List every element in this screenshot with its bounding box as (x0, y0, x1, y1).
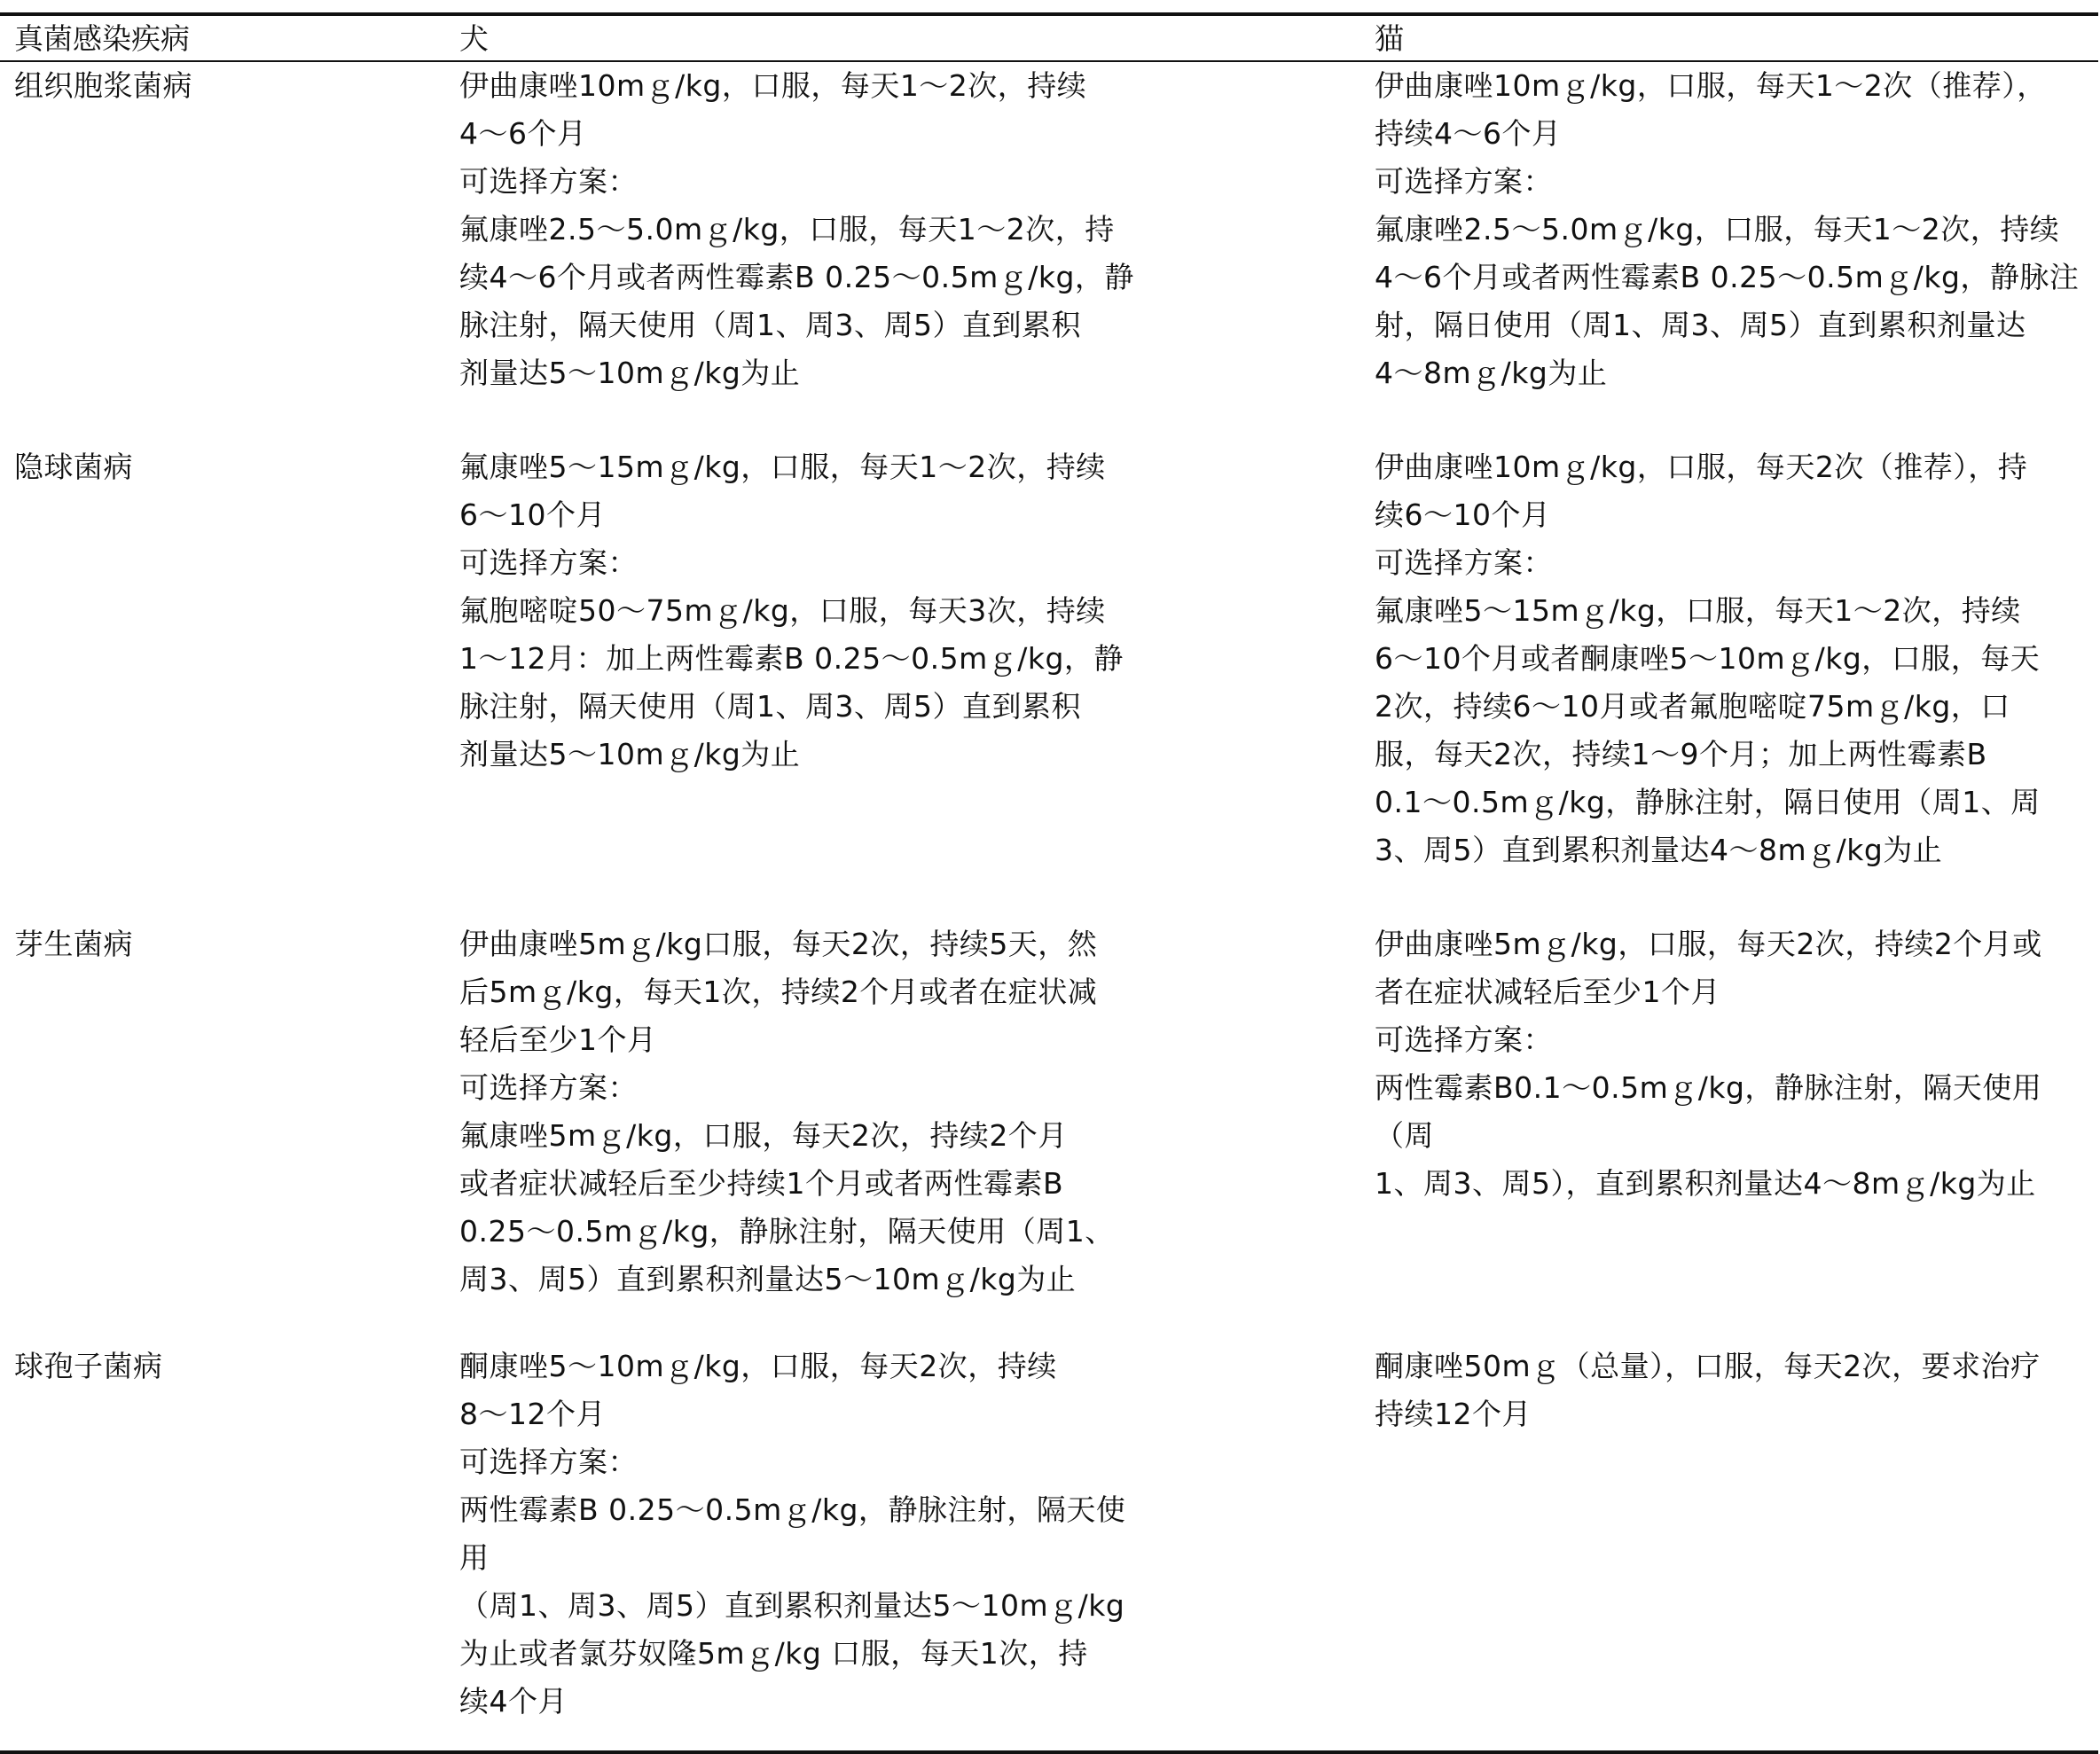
disease-name: 芽生菌病 (14, 927, 133, 961)
disease-cell (0, 920, 459, 1343)
dog-treatment-cell (459, 920, 1375, 1343)
treatment-line: 氟胞嘧啶50～75mｇ/kg，口服，每天3次，持续 (459, 593, 1106, 628)
treatment-line: 者在症状减轻后至少1个月 (1375, 975, 1720, 1009)
table-row (0, 920, 2098, 1343)
treatment-line: 4～6个月或者两性霉素B 0.25～0.5mｇ/kg，静脉注 (1375, 260, 2080, 294)
treatment-line: 氟康唑2.5～5.0mｇ/kg，口服，每天1～2次，持续 (1375, 212, 2060, 247)
treatment-line: 氟康唑2.5～5.0mｇ/kg，口服，每天1～2次，持 (459, 212, 1115, 247)
treatment-line: 为止或者氯芬奴隆5mｇ/kg 口服，每天1次，持 (459, 1636, 1088, 1671)
treatment-line: （周1、周3、周5）直到累积剂量达5～10mｇ/kg (459, 1588, 1125, 1623)
treatment-line: 轻后至少1个月 (459, 1022, 657, 1057)
table-header (0, 16, 2098, 62)
treatment-line: 持续12个月 (1375, 1397, 1532, 1431)
cat-treatment-cell (1375, 1343, 2098, 1750)
treatment-line: 伊曲康唑10mｇ/kg，口服，每天2次（推荐），持 (1375, 450, 2028, 484)
treatment-line: 氟康唑5～15mｇ/kg，口服，每天1～2次，持续 (459, 450, 1106, 484)
treatment-line: 持续4～6个月 (1375, 116, 1562, 151)
treatment-line: 4～8mｇ/kg为止 (1375, 356, 1608, 390)
treatment-line: 两性霉素B 0.25～0.5mｇ/kg，静脉注射，隔天使用 (459, 1492, 1126, 1575)
treatment-line: 续4～6个月或者两性霉素B 0.25～0.5mｇ/kg，静 (459, 260, 1134, 294)
treatment-line: 可选择方案： (1375, 545, 1553, 580)
treatment-line: 射，隔日使用（周1、周3、周5）直到累积剂量达 (1375, 308, 2026, 342)
treatment-line: 伊曲康唑5mｇ/kg，口服，每天2次，持续2个月或 (1375, 927, 2042, 961)
treatment-line: 可选择方案： (1375, 164, 1553, 199)
cat-treatment-cell (1375, 920, 2098, 1343)
disease-name: 隐球菌病 (14, 450, 133, 484)
treatment-line: 两性霉素B0.1～0.5mｇ/kg，静脉注射，隔天使用（周 (1375, 1070, 2042, 1153)
treatment-line: 可选择方案： (459, 1445, 638, 1479)
header-disease: 真菌感染疾病 (14, 21, 190, 56)
treatment-line: 续6～10个月 (1375, 497, 1551, 532)
treatment-line: 周3、周5）直到累积剂量达5～10mｇ/kg为止 (459, 1262, 1077, 1296)
treatment-line: 氟康唑5mｇ/kg，口服，每天2次，持续2个月 (459, 1118, 1068, 1153)
treatment-line: 脉注射，隔天使用（周1、周3、周5）直到累积 (459, 308, 1081, 342)
treatment-line: 8～12个月 (459, 1397, 606, 1431)
treatment-line: 0.25～0.5mｇ/kg，静脉注射，隔天使用（周1、 (459, 1214, 1115, 1249)
treatment-line: 3、周5）直到累积剂量达4～8mｇ/kg为止 (1375, 833, 1943, 867)
treatment-line: 可选择方案： (459, 164, 638, 199)
disease-name: 组织胞浆菌病 (14, 68, 192, 103)
treatment-line: 0.1～0.5mｇ/kg，静脉注射，隔日使用（周1、周 (1375, 785, 2041, 819)
dog-treatment-cell (459, 1343, 1375, 1750)
treatment-line: 可选择方案： (459, 545, 638, 580)
treatment-line: 6～10个月或者酮康唑5～10mｇ/kg，口服，每天 (1375, 641, 2041, 676)
header-dog: 犬 (459, 21, 489, 56)
treatment-line: 续4个月 (459, 1684, 568, 1719)
treatment-line: 剂量达5～10mｇ/kg为止 (459, 356, 801, 390)
table-row (0, 62, 2098, 443)
treatment-line: 氟康唑5～15mｇ/kg，口服，每天1～2次，持续 (1375, 593, 2021, 628)
treatment-line: 2次，持续6～10月或者氟胞嘧啶75mｇ/kg，口 (1375, 689, 2010, 724)
treatment-line: 6～10个月 (459, 497, 606, 532)
treatment-line: 酮康唑5～10mｇ/kg，口服，每天2次，持续 (459, 1349, 1057, 1383)
treatment-line: 4～6个月 (459, 116, 587, 151)
dog-treatment-cell (459, 443, 1375, 920)
treatment-line: 酮康唑50mｇ（总量），口服，每天2次，要求治疗 (1375, 1349, 2041, 1383)
header-cat: 猫 (1375, 21, 1404, 56)
treatment-line: 1～12月：加上两性霉素B 0.25～0.5mｇ/kg，静 (459, 641, 1124, 676)
treatment-line: 可选择方案： (459, 1070, 638, 1105)
cat-treatment-cell (1375, 62, 2098, 443)
treatment-line: 伊曲康唑10mｇ/kg，口服，每天1～2次（推荐）， (1375, 68, 2047, 103)
treatment-table (0, 12, 2098, 1754)
treatment-line: 伊曲康唑5mｇ/kg口服，每天2次，持续5天，然 (459, 927, 1098, 961)
dog-treatment-cell (459, 62, 1375, 443)
treatment-line: 脉注射，隔天使用（周1、周3、周5）直到累积 (459, 689, 1081, 724)
treatment-line: 1、周3、周5），直到累积剂量达4～8mｇ/kg为止 (1375, 1166, 2036, 1201)
treatment-line: 剂量达5～10mｇ/kg为止 (459, 737, 801, 771)
table-row (0, 443, 2098, 920)
treatment-line: 服，每天2次，持续1～9个月；加上两性霉素B (1375, 737, 1987, 771)
table-body (0, 62, 2098, 1750)
disease-name: 球孢子菌病 (14, 1349, 163, 1383)
table-row (0, 1343, 2098, 1750)
disease-cell (0, 443, 459, 920)
treatment-line: 或者症状减轻后至少持续1个月或者两性霉素B (459, 1166, 1064, 1201)
treatment-line: 可选择方案： (1375, 1022, 1553, 1057)
treatment-line: 伊曲康唑10mｇ/kg，口服，每天1～2次，持续 (459, 68, 1087, 103)
treatment-line: 后5mｇ/kg，每天1次，持续2个月或者在症状减 (459, 975, 1098, 1009)
cat-treatment-cell (1375, 443, 2098, 920)
disease-cell (0, 62, 459, 443)
disease-cell (0, 1343, 459, 1750)
